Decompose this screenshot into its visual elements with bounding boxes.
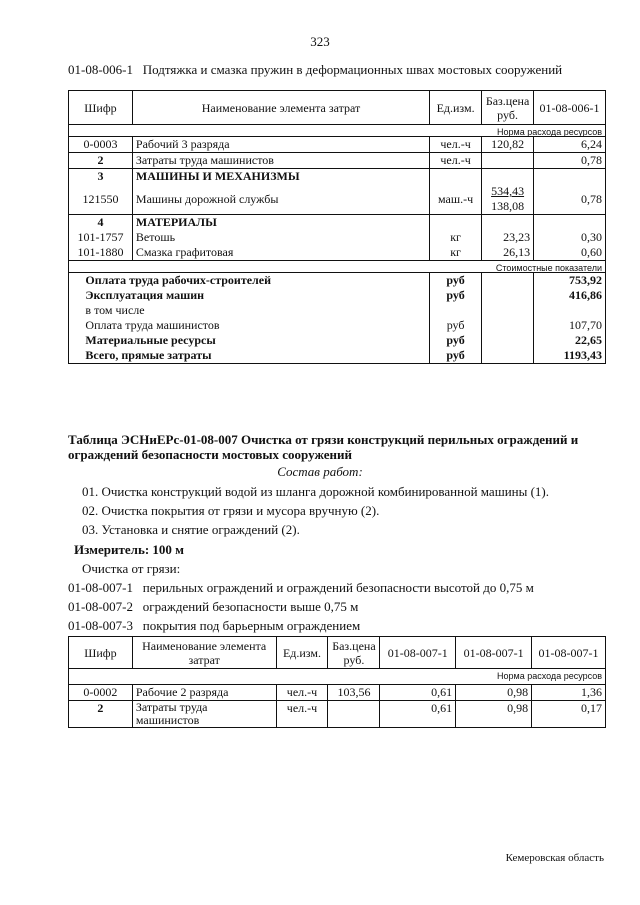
cost-row: в том числе: [69, 303, 606, 318]
table-row: 101-1880 Смазка графитовая кг 26,13 0,60: [69, 245, 606, 261]
list-item: 01-08-007-2 ограждений безопасности выше 0,75 м: [68, 599, 359, 614]
page-number: 323: [310, 34, 330, 49]
cost-row: Эксплуатация машин руб 416,86: [69, 288, 606, 303]
header-price: Баз.цена руб.: [328, 637, 380, 669]
header-norm-code: 01-08-007-1: [456, 637, 532, 669]
meter-label: Измеритель: 100 м: [74, 542, 185, 557]
cost-row: Всего, прямые затраты руб 1193,43: [69, 348, 606, 364]
header-norm-code: 01-08-006-1: [534, 91, 606, 125]
table-row: 2 Затраты труда машинистов чел.-ч 0,61 0,98 0,17: [69, 701, 606, 728]
header-unit: Ед.изм.: [430, 91, 482, 125]
header-name: Наименование элемента затрат: [132, 91, 429, 125]
header-unit: Ед.изм.: [276, 637, 328, 669]
header-code: Шифр: [69, 91, 133, 125]
header-code: Шифр: [69, 637, 133, 669]
header-name: Наименование элемента затрат: [132, 637, 276, 669]
table-row: 0-0003 Рабочий 3 разряда чел.-ч 120,82 6,24: [69, 137, 606, 153]
cost-label: Стоимостные показатели: [495, 263, 602, 273]
table-row: 4 МАТЕРИАЛЫ: [69, 215, 606, 231]
table-row: 121550 Машины дорожной службы маш.-ч 534,43 138,08 0,78: [69, 184, 606, 215]
work-composition-label: Состав работ:: [277, 464, 363, 479]
norm-label: Норма расхода ресурсов: [497, 127, 602, 137]
cost-row: Оплата труда машинистов руб 107,70: [69, 318, 606, 333]
header-norm-code: 01-08-007-1: [532, 637, 606, 669]
table-row: 0-0002 Рабочие 2 разряда чел.-ч 103,56 0,61 0,98 1,36: [69, 685, 606, 701]
resource-table-2: [68, 636, 606, 728]
resource-table-1: [68, 90, 606, 364]
list-item: 01-08-007-1 перильных ограждений и ограждений безопасности высотой до 0,75 м: [68, 580, 534, 595]
clean-label: Очистка от грязи:: [82, 561, 181, 576]
section-name: Подтяжка и смазка пружин в деформационных швах мостовых сооружений: [142, 62, 563, 77]
work-item: 01. Очистка конструкций водой из шланга дорожной комбинированной машины (1).: [82, 484, 550, 499]
footer-region: Кемеровская область: [505, 852, 604, 864]
section-code: 01-08-006-1: [68, 62, 133, 77]
section-title: [68, 62, 562, 78]
cost-row: Оплата труда рабочих-строителей руб 753,92: [69, 273, 606, 289]
work-item: 03. Установка и снятие ограждений (2).: [82, 522, 300, 537]
header-norm-code: 01-08-007-1: [380, 637, 456, 669]
table-row: 101-1757 Ветошь кг 23,23 0,30: [69, 230, 606, 245]
list-item: 01-08-007-3 покрытия под барьерным ограждением: [68, 618, 361, 633]
table-heading: Таблица ЭСНиЕРс-01-08-007 Очистка от грязи конструкций перильных ограждений и ограждений безопасности мостовых сооружений: [68, 432, 579, 462]
header-price: Баз.цена руб.: [482, 91, 534, 125]
cost-row: Материальные ресурсы руб 22,65: [69, 333, 606, 348]
norm-label: Норма расхода ресурсов: [456, 669, 606, 685]
table-row: 3 МАШИНЫ И МЕХАНИЗМЫ: [69, 169, 606, 185]
work-item: 02. Очистка покрытия от грязи и мусора вручную (2).: [82, 503, 380, 518]
table-row: 2 Затраты труда машинистов чел.-ч 0,78: [69, 153, 606, 169]
